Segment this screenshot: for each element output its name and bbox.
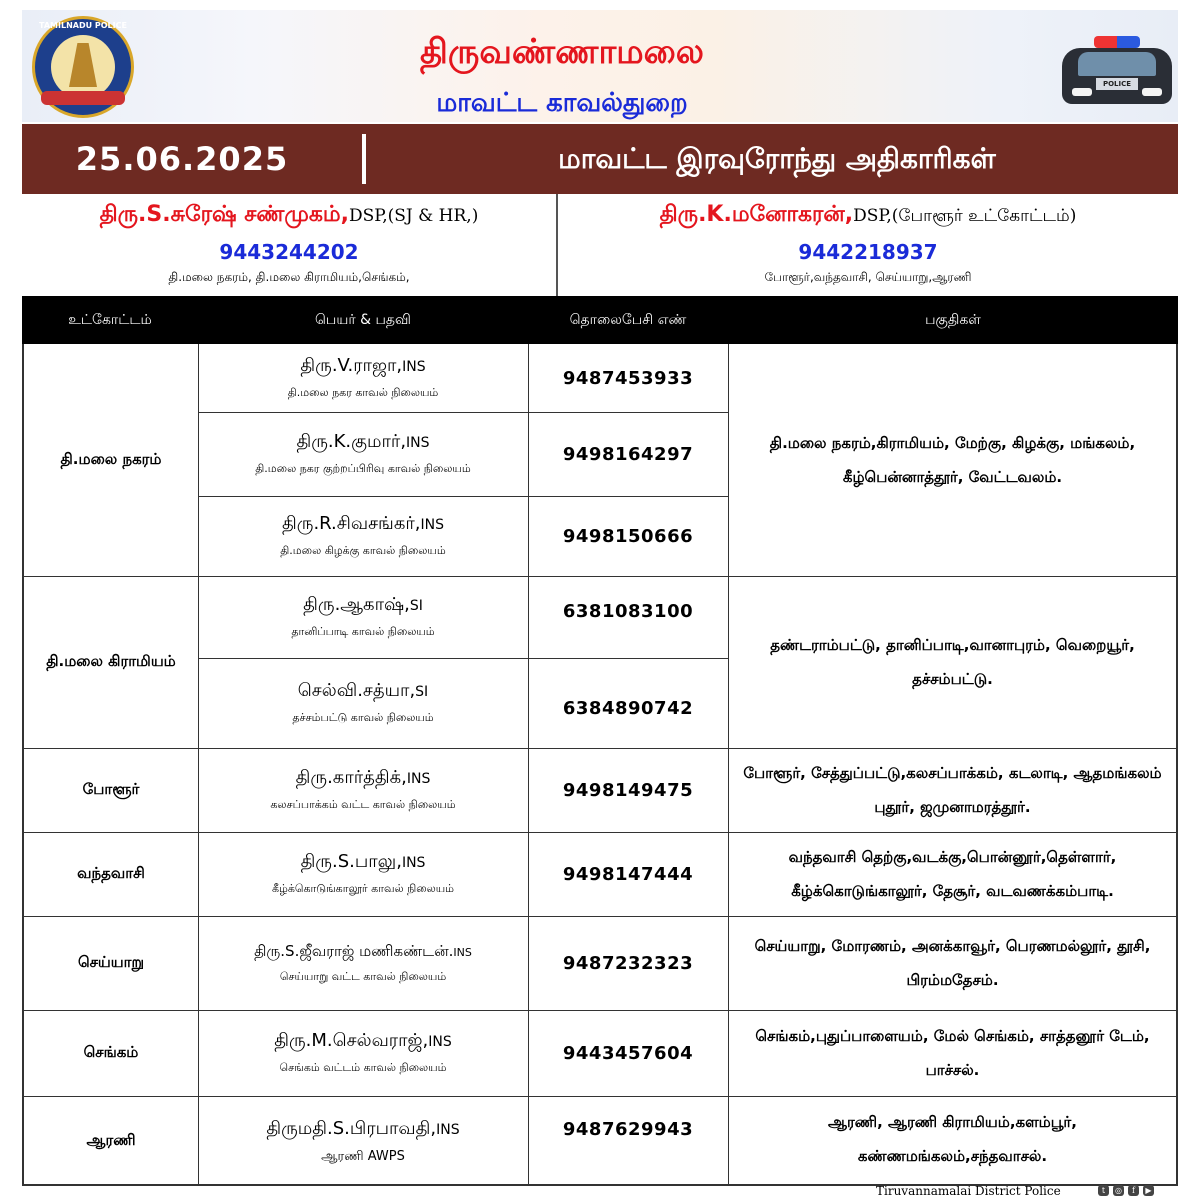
officer-cell: [198, 576, 528, 658]
officer-name: திரு.R.சிவசங்கர்,: [282, 513, 421, 534]
subdivision-cell: ஆரணி: [86, 1131, 136, 1149]
officer-station: தி.மலை நகர குற்றப்பிரிவு காவல் நிலையம்: [255, 462, 471, 475]
tamilnadu-police-logo-icon: [32, 16, 134, 118]
officer-cell: [198, 832, 528, 916]
column-header-subdivision: உட்கோட்டம்: [68, 312, 152, 328]
dsp-name: திரு.K.மனோகரன்,: [659, 202, 854, 227]
officer-cell: [198, 1096, 528, 1186]
subdivision-cell: போளூர்: [82, 780, 140, 798]
officer-phone[interactable]: 9498147444: [562, 863, 694, 885]
facebook-icon[interactable]: f: [1128, 1185, 1139, 1196]
officer-cell: [198, 496, 528, 576]
header-banner: [22, 10, 1178, 122]
officer-phone[interactable]: 9498149475: [562, 779, 694, 801]
date-title-bar: [22, 124, 1178, 194]
officer-cell: [198, 344, 528, 412]
logo-text: TAMILNADU POLICE: [39, 21, 127, 30]
dsp-rank: DSP,(SJ & HR,): [348, 206, 479, 226]
officer-station: தி.மலை நகர காவல் நிலையம்: [287, 386, 439, 399]
subdivision-cell: தி.மலை நகரம்: [60, 450, 162, 468]
column-header-name: பெயர் & பதவி: [315, 312, 411, 328]
duty-title: மாவட்ட இரவுரோந்து அதிகாரிகள்: [558, 142, 996, 175]
areas-cell: போளூர், சேத்துப்பட்டு,கலசப்பாக்கம், கடலாடி, ஆதமங்கலம் புதூர், ஜமுனாமரத்தூர்.: [743, 764, 1162, 816]
officer-station: கீழ்க்கொடுங்காலூர் காவல் நிலையம்: [271, 882, 455, 895]
officer-phone[interactable]: 9487453933: [562, 367, 694, 389]
dsp-rank: DSP,(போளூர் உட்கோட்டம்): [853, 206, 1077, 226]
officer-station: தச்சம்பட்டு காவல் நிலையம்: [292, 711, 434, 724]
officer-name: திரு.K.குமார்,: [296, 431, 407, 452]
officer-station: செய்யாறு வட்ட காவல் நிலையம்: [279, 969, 447, 983]
officer-rank: INS: [453, 945, 472, 959]
footer-text: Tiruvannamalai District Police: [876, 1184, 1061, 1198]
officer-cell: [198, 658, 528, 748]
column-header-areas: பகுதிகள்: [925, 312, 981, 328]
officer-station: தானிப்பாடி காவல் நிலையம்: [291, 625, 435, 638]
officer-name: திருமதி.S.பிரபாவதி,: [266, 1117, 437, 1139]
officer-rank: SI: [415, 684, 429, 700]
column-header-phone: தொலைபேசி எண்: [569, 312, 687, 328]
officer-name: திரு.M.செல்வராஜ்,: [274, 1030, 429, 1051]
areas-cell: ஆரணி, ஆரணி கிராமியம்,களம்பூர், கண்ணமங்கலம்,சந்தவாசல்.: [828, 1113, 1077, 1165]
officer-rank: INS: [402, 359, 426, 375]
areas-cell: தண்டராம்பட்டு, தானிப்பாடி,வானாபுரம், வெறையூர், தச்சம்பட்டு.: [770, 636, 1135, 688]
page-subtitle: மாவட்ட காவல்துறை: [436, 88, 688, 118]
areas-cell: செய்யாறு, மோரணம், அனக்காவூர், பெரணமல்லூர், தூசி, பிரம்மதேசம்.: [754, 937, 1151, 989]
instagram-icon[interactable]: ◎: [1113, 1185, 1124, 1196]
areas-cell: தி.மலை நகரம்,கிராமியம், மேற்கு, கிழக்கு, மங்கலம், கீழ்பென்னாத்தூர், வேட்டவலம்.: [769, 434, 1136, 486]
dsp-phone: 9442218937: [798, 240, 938, 264]
officer-rank: INS: [401, 855, 426, 871]
officer-phone[interactable]: 9498164297: [562, 443, 694, 465]
officer-station: செங்கம் வட்டம் காவல் நிலையம்: [279, 1061, 447, 1074]
page-title: திருவண்ணாமலை: [420, 32, 704, 72]
officer-cell: [198, 412, 528, 496]
officer-phone[interactable]: 6384890742: [562, 697, 694, 719]
dsp-area: போளூர்,வந்தவாசி, செய்யாறு,ஆரணி: [764, 270, 972, 284]
officer-rank: INS: [406, 435, 430, 451]
dsp-card: [22, 194, 558, 296]
officer-phone[interactable]: 9498150666: [562, 525, 694, 547]
car-sign: POLICE: [1096, 78, 1138, 90]
subdivision-cell: செய்யாறு: [77, 953, 145, 971]
officer-cell: [198, 1010, 528, 1096]
dsp-name: திரு.S.சுரேஷ் சண்முகம்,: [99, 202, 349, 227]
officer-cell: [198, 748, 528, 832]
officer-rank: INS: [406, 771, 431, 787]
officer-phone[interactable]: 9487232323: [562, 952, 694, 974]
officer-name: செல்வி.சத்யா,: [297, 680, 416, 701]
officer-cell: [198, 916, 528, 1010]
officer-rank: INS: [436, 1121, 460, 1138]
officer-name: திரு.கார்த்திக்,: [295, 767, 407, 788]
officer-name: திரு.V.ராஜா,: [300, 355, 403, 376]
twitter-icon[interactable]: t: [1098, 1185, 1109, 1196]
officer-name: திரு.S.பாலு,: [300, 851, 402, 872]
dsp-card: [558, 194, 1178, 296]
officer-station: கலசப்பாக்கம் வட்ட காவல் நிலையம்: [270, 798, 456, 811]
officer-rank: INS: [428, 1034, 452, 1050]
divider: [362, 134, 366, 184]
police-car-icon: [1052, 22, 1182, 116]
officer-name: திரு.S.ஜீவராஜ் மணிகண்டன்.: [254, 941, 454, 960]
areas-cell: வந்தவாசி தெற்கு,வடக்கு,பொன்னூர்,தெள்ளார், கீழ்க்கொடுங்காலூர், தேசூர், வடவணக்கம்பாடி.: [788, 848, 1117, 900]
youtube-icon[interactable]: ▶: [1143, 1185, 1154, 1196]
officer-phone[interactable]: 6381083100: [562, 600, 694, 622]
officer-station: ஆரணி AWPS: [321, 1148, 405, 1164]
officer-rank: SI: [409, 598, 423, 614]
table-header: [22, 296, 1178, 344]
officer-station: தி.மலை கிழக்கு காவல் நிலையம்: [280, 544, 446, 557]
subdivision-cell: செங்கம்: [83, 1043, 139, 1061]
dsp-phone: 9443244202: [219, 240, 359, 264]
subdivision-cell: தி.மலை கிராமியம்: [46, 652, 176, 670]
subdivision-cell: வந்தவாசி: [77, 864, 145, 882]
officer-rank: INS: [420, 517, 444, 533]
siren-icon: [1094, 36, 1140, 48]
officer-phone[interactable]: 9487629943: [562, 1118, 694, 1140]
duty-date: 25.06.2025: [75, 140, 289, 178]
officer-phone[interactable]: 9443457604: [562, 1042, 694, 1064]
footer: [870, 1182, 1170, 1200]
areas-cell: செங்கம்,புதுப்பாளையம், மேல் செங்கம், சாத்தனூர் டேம், பாச்சல்.: [755, 1027, 1150, 1079]
officer-name: திரு.ஆகாஷ்,: [303, 594, 410, 615]
dsp-area: தி.மலை நகரம், தி.மலை கிராமியம்,செங்கம்,: [168, 270, 410, 284]
